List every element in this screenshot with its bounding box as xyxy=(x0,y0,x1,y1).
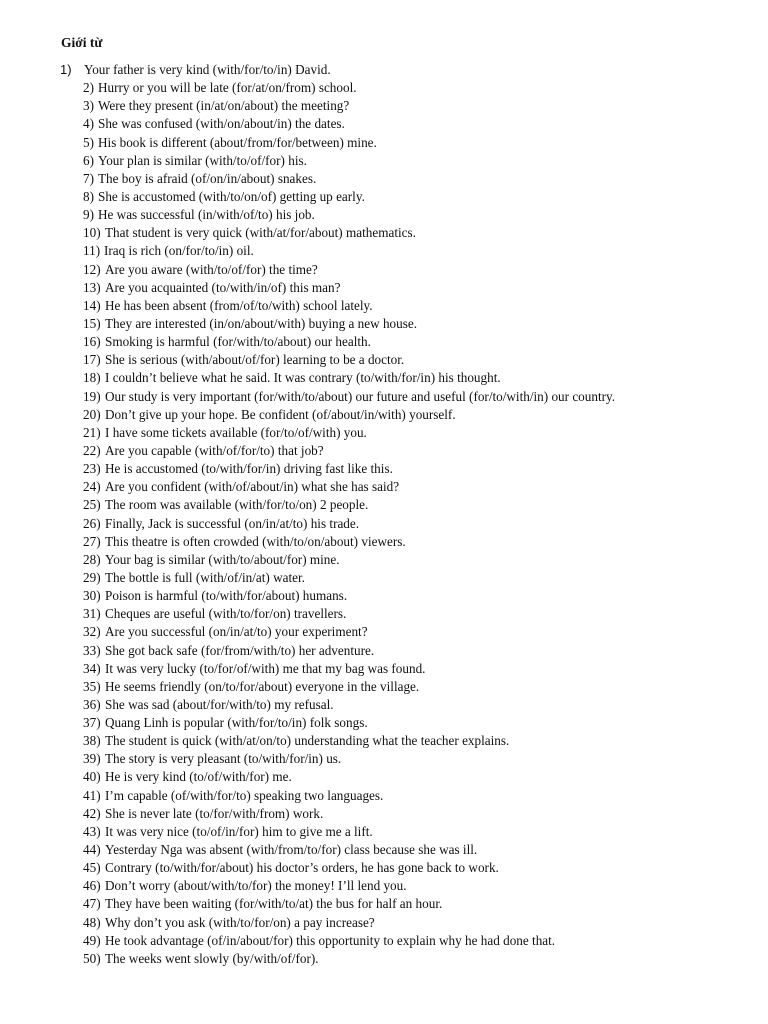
exercise-number: 20) xyxy=(83,406,101,422)
exercise-item xyxy=(0,134,768,152)
exercise-item xyxy=(0,787,768,805)
exercise-number: 49) xyxy=(83,932,101,948)
exercise-number: 7) xyxy=(83,170,94,186)
exercise-number: 21) xyxy=(83,424,101,440)
exercise-item xyxy=(0,569,768,587)
exercise-number: 47) xyxy=(83,896,101,912)
exercise-sentence: I couldn’t believe what he said. It was contrary (to/with/for/in) his thought. xyxy=(105,370,501,386)
exercise-number: 25) xyxy=(83,497,101,513)
exercise-item xyxy=(0,279,768,297)
exercise-number: 37) xyxy=(83,715,101,731)
exercise-number: 27) xyxy=(83,533,101,549)
exercise-item xyxy=(0,170,768,188)
exercise-item xyxy=(0,623,768,641)
exercise-number: 36) xyxy=(83,696,101,712)
exercise-sentence: She was confused (with/on/about/in) the dates. xyxy=(98,116,345,132)
exercise-list xyxy=(0,61,768,968)
exercise-number: 42) xyxy=(83,805,101,821)
exercise-item xyxy=(0,805,768,823)
exercise-sentence: He is accustomed (to/with/for/in) driving fast like this. xyxy=(105,461,393,477)
exercise-item xyxy=(0,932,768,950)
exercise-sentence: He seems friendly (on/to/for/about) everyone in the village. xyxy=(105,678,420,694)
exercise-sentence: Finally, Jack is successful (on/in/at/to) his trade. xyxy=(105,515,360,531)
exercise-sentence: Don’t worry (about/with/to/for) the money! I’ll lend you. xyxy=(105,878,407,894)
exercise-item xyxy=(0,442,768,460)
exercise-item xyxy=(0,97,768,115)
exercise-sentence: The student is quick (with/at/on/to) understanding what the teacher explains. xyxy=(105,733,510,749)
exercise-number: 3) xyxy=(83,98,94,114)
exercise-number: 1) xyxy=(60,62,72,77)
exercise-sentence: She is serious (with/about/of/for) learning to be a doctor. xyxy=(105,352,405,368)
exercise-sentence: Smoking is harmful (for/with/to/about) our health. xyxy=(105,334,371,350)
exercise-item xyxy=(0,496,768,514)
exercise-item xyxy=(0,859,768,877)
exercise-number: 10) xyxy=(83,225,101,241)
exercise-item xyxy=(0,333,768,351)
exercise-item xyxy=(0,224,768,242)
exercise-number: 44) xyxy=(83,842,101,858)
exercise-item xyxy=(0,714,768,732)
exercise-item xyxy=(0,914,768,932)
exercise-item xyxy=(0,297,768,315)
exercise-item xyxy=(0,750,768,768)
exercise-item xyxy=(0,424,768,442)
exercise-number: 23) xyxy=(83,461,101,477)
exercise-item xyxy=(0,678,768,696)
exercise-number: 41) xyxy=(83,787,101,803)
exercise-item xyxy=(0,605,768,623)
exercise-number: 32) xyxy=(83,624,101,640)
exercise-item xyxy=(0,696,768,714)
exercise-number: 4) xyxy=(83,116,94,132)
exercise-sentence: This theatre is often crowded (with/to/on/about) viewers. xyxy=(105,533,406,549)
exercise-sentence: They have been waiting (for/with/to/at) the bus for half an hour. xyxy=(105,896,443,912)
exercise-sentence: He has been absent (from/of/to/with) school lately. xyxy=(105,297,373,313)
exercise-number: 26) xyxy=(83,515,101,531)
exercise-sentence: Quang Linh is popular (with/for/to/in) folk songs. xyxy=(105,715,368,731)
exercise-sentence: She is accustomed (with/to/on/of) getting up early. xyxy=(98,188,365,204)
exercise-sentence: Yesterday Nga was absent (with/from/to/for) class because she was ill. xyxy=(105,842,478,858)
exercise-number: 11) xyxy=(83,243,101,259)
document-title: Giới từ xyxy=(61,35,103,50)
exercise-item xyxy=(0,841,768,859)
exercise-number: 35) xyxy=(83,678,101,694)
exercise-sentence: Your bag is similar (with/to/about/for) mine. xyxy=(105,551,340,567)
exercise-item xyxy=(0,388,768,406)
exercise-number: 45) xyxy=(83,860,101,876)
exercise-item xyxy=(0,460,768,478)
exercise-number: 39) xyxy=(83,751,101,767)
exercise-number: 9) xyxy=(83,207,94,223)
exercise-item xyxy=(0,533,768,551)
exercise-item xyxy=(0,188,768,206)
exercise-sentence: She got back safe (for/from/with/to) her adventure. xyxy=(105,642,375,658)
exercise-sentence: She is never late (to/for/with/from) work. xyxy=(105,805,324,821)
exercise-number: 29) xyxy=(83,569,101,585)
exercise-sentence: Your plan is similar (with/to/of/for) his. xyxy=(98,152,307,168)
exercise-sentence: The weeks went slowly (by/with/of/for). xyxy=(105,950,319,966)
exercise-sentence: Your father is very kind (with/for/to/in) David. xyxy=(84,62,331,77)
exercise-number: 33) xyxy=(83,642,101,658)
exercise-sentence: Are you successful (on/in/at/to) your experiment? xyxy=(105,624,368,640)
exercise-sentence: Iraq is rich (on/for/to/in) oil. xyxy=(104,243,254,259)
exercise-sentence: He is very kind (to/of/with/for) me. xyxy=(105,769,292,785)
exercise-sentence: He took advantage (of/in/about/for) this opportunity to explain why he had done that. xyxy=(105,932,556,948)
exercise-number: 48) xyxy=(83,914,101,930)
exercise-sentence: Cheques are useful (with/to/for/on) travellers. xyxy=(105,606,347,622)
exercise-item xyxy=(0,206,768,224)
exercise-sentence: Contrary (to/with/for/about) his doctor’s orders, he has gone back to work. xyxy=(105,860,499,876)
exercise-sentence: They are interested (in/on/about/with) buying a new house. xyxy=(105,315,418,331)
exercise-item xyxy=(0,551,768,569)
exercise-item xyxy=(0,406,768,424)
exercise-sentence: Our study is very important (for/with/to/about) our future and useful (for/to/with/in) our country. xyxy=(105,388,616,404)
exercise-number: 15) xyxy=(83,315,101,331)
exercise-sentence: Are you confident (with/of/about/in) what she has said? xyxy=(105,479,400,495)
exercise-sentence: The bottle is full (with/of/in/at) water. xyxy=(105,569,305,585)
exercise-number: 6) xyxy=(83,152,94,168)
exercise-sentence: Don’t give up your hope. Be confident (of/about/in/with) yourself. xyxy=(105,406,456,422)
exercise-item xyxy=(0,315,768,333)
exercise-sentence: Poison is harmful (to/with/for/about) humans. xyxy=(105,588,348,604)
exercise-sentence: The boy is afraid (of/on/in/about) snakes. xyxy=(98,170,317,186)
exercise-number: 30) xyxy=(83,588,101,604)
exercise-sentence: Why don’t you ask (with/to/for/on) a pay increase? xyxy=(105,914,375,930)
exercise-sentence: I have some tickets available (for/to/of/with) you. xyxy=(105,424,367,440)
exercise-item xyxy=(0,478,768,496)
exercise-sentence: Are you capable (with/of/for/to) that job? xyxy=(105,442,324,458)
exercise-number: 34) xyxy=(83,660,101,676)
exercise-number: 22) xyxy=(83,442,101,458)
exercise-number: 2) xyxy=(83,80,94,96)
exercise-number: 5) xyxy=(83,134,94,150)
exercise-number: 16) xyxy=(83,334,101,350)
exercise-sentence: She was sad (about/for/with/to) my refusal. xyxy=(105,696,334,712)
exercise-number: 46) xyxy=(83,878,101,894)
exercise-sentence: He was successful (in/with/of/to) his job. xyxy=(98,207,315,223)
exercise-sentence: Hurry or you will be late (for/at/on/from) school. xyxy=(98,80,357,96)
exercise-number: 24) xyxy=(83,479,101,495)
exercise-sentence: I’m capable (of/with/for/to) speaking two languages. xyxy=(105,787,384,803)
exercise-item xyxy=(0,732,768,750)
exercise-item xyxy=(0,895,768,913)
exercise-number: 31) xyxy=(83,606,101,622)
exercise-number: 13) xyxy=(83,279,101,295)
exercise-sentence: His book is different (about/from/for/between) mine. xyxy=(98,134,377,150)
exercise-item xyxy=(0,115,768,133)
exercise-item xyxy=(0,61,768,79)
exercise-number: 14) xyxy=(83,297,101,313)
exercise-number: 38) xyxy=(83,733,101,749)
exercise-sentence: The story is very pleasant (to/with/for/in) us. xyxy=(105,751,342,767)
exercise-item xyxy=(0,79,768,97)
exercise-item xyxy=(0,515,768,533)
exercise-number: 17) xyxy=(83,352,101,368)
exercise-sentence: Were they present (in/at/on/about) the meeting? xyxy=(98,98,350,114)
exercise-sentence: It was very nice (to/of/in/for) him to give me a lift. xyxy=(105,823,373,839)
exercise-number: 50) xyxy=(83,950,101,966)
exercise-number: 43) xyxy=(83,823,101,839)
exercise-sentence: Are you aware (with/to/of/for) the time? xyxy=(105,261,318,277)
exercise-item xyxy=(0,642,768,660)
exercise-number: 18) xyxy=(83,370,101,386)
exercise-number: 40) xyxy=(83,769,101,785)
exercise-number: 12) xyxy=(83,261,101,277)
exercise-number: 19) xyxy=(83,388,101,404)
exercise-sentence: Are you acquainted (to/with/in/of) this man? xyxy=(105,279,341,295)
exercise-number: 28) xyxy=(83,551,101,567)
exercise-item xyxy=(0,242,768,260)
exercise-sentence: The room was available (with/for/to/on) 2 people. xyxy=(105,497,369,513)
exercise-number: 8) xyxy=(83,188,94,204)
exercise-sentence: It was very lucky (to/for/of/with) me that my bag was found. xyxy=(105,660,426,676)
exercise-item xyxy=(0,660,768,678)
exercise-item xyxy=(0,877,768,895)
exercise-item xyxy=(0,369,768,387)
exercise-item xyxy=(0,152,768,170)
exercise-item xyxy=(0,768,768,786)
exercise-sentence: That student is very quick (with/at/for/about) mathematics. xyxy=(105,225,416,241)
exercise-item xyxy=(0,823,768,841)
exercise-item xyxy=(0,587,768,605)
exercise-item xyxy=(0,261,768,279)
exercise-item xyxy=(0,950,768,968)
exercise-item xyxy=(0,351,768,369)
